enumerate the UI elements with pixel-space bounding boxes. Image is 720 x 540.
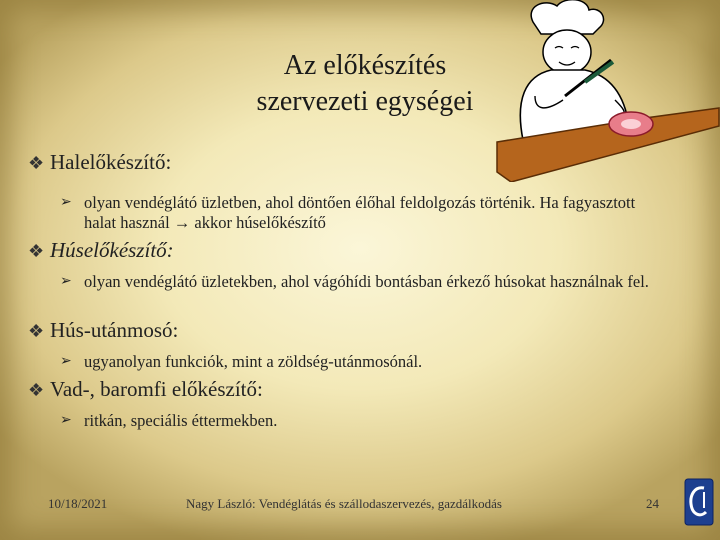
sub-bullet-4: ➢ ritkán, speciális éttermekben. [60,411,278,430]
arrow-bullet-icon: ➢ [60,413,72,428]
arrow-bullet-icon: ➢ [60,354,72,369]
bullet-item-3: ❖ Hús-utánmosó: [28,318,179,342]
footer-author: Nagy László: Vendéglátás és szállodaszervezés, gazdálkodás [186,496,502,511]
footer-page-number: 24 [646,496,659,511]
sub-bullet-1: ➢ olyan vendéglátó üzletben, ahol döntően élőhal feldolgozás történik. Ha fagyasztott halat használ → akkor húselőkészítő [60,193,636,232]
slide-title [200,48,530,120]
bullet-item-2: ❖ Húselőkészítő: [28,238,174,262]
chef-clipart [495,0,720,182]
footer-date: 10/18/2021 [48,496,108,511]
diamond-bullet-icon: ❖ [28,153,45,173]
sub-bullet-3: ➢ ugyanolyan funkciók, mint a zöldség-utánmosónál. [60,352,423,371]
title-line-1: Az előkészítés [283,50,447,81]
diamond-bullet-icon: ❖ [28,241,45,261]
bullet-item-4: ❖ Vad-, baromfi előkészítő: [28,377,263,401]
title-line-2: szervezeti egységei [256,86,474,117]
arrow-bullet-icon: ➢ [60,195,72,210]
sub-bullet-2: ➢ olyan vendéglátó üzletekben, ahol vágóhídi bontásban érkező húsokat használnak fel. [60,272,649,291]
diamond-bullet-icon: ❖ [28,380,45,400]
bullet-item-1: ❖ Halelőkészítő: [28,150,172,174]
logo-icon [684,478,714,526]
arrow-bullet-icon: ➢ [60,274,72,289]
diamond-bullet-icon: ❖ [28,321,45,341]
